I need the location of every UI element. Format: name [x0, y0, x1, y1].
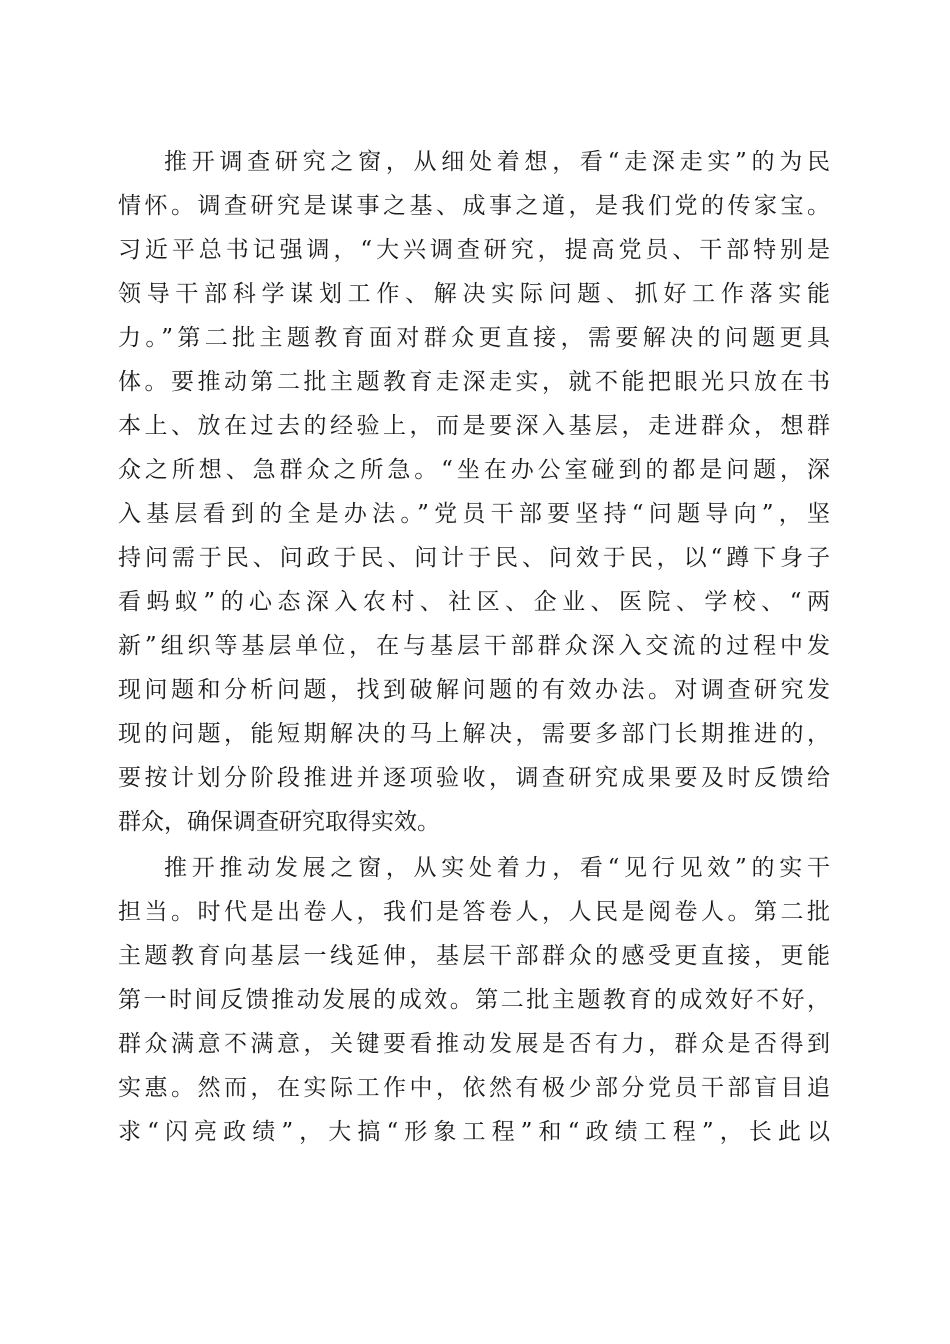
- paragraph-1-line-16: 群众，确保调查研究取得实效。: [118, 809, 440, 835]
- paragraph-1-line-6: 体。要推动第二批主题教育走深走实，就不能把眼光只放在书: [118, 369, 830, 395]
- paragraph-2-line-3: 主题教育向基层一线延伸，基层干部群众的感受更直接，更能: [118, 943, 830, 969]
- paragraph-1-line-5: 力。”第二批主题教育面对群众更直接，需要解决的问题更具: [118, 325, 830, 351]
- paragraph-2-line-2: 担当。时代是出卷人，我们是答卷人，人民是阅卷人。第二批: [118, 899, 830, 925]
- paragraph-1-line-8: 众之所想、急群众之所急。“坐在办公室碰到的都是问题，深: [118, 457, 830, 483]
- paragraph-1-line-2: 情怀。调查研究是谋事之基、成事之道，是我们党的传家宝。: [118, 193, 830, 219]
- paragraph-1-line-4: 领导干部科学谋划工作、解决实际问题、抓好工作落实能: [118, 281, 830, 307]
- paragraph-1-line-9: 入基层看到的全是办法。”党员干部要坚持“问题导向”，坚: [118, 501, 830, 527]
- paragraph-1-line-14: 现的问题，能短期解决的马上解决，需要多部门长期推进的，: [118, 721, 830, 747]
- paragraph-1-line-1: 推开调查研究之窗，从细处着想，看“走深走实”的为民: [164, 149, 830, 175]
- paragraph-1-line-15: 要按计划分阶段推进并逐项验收，调查研究成果要及时反馈给: [118, 765, 830, 791]
- paragraph-1-line-13: 现问题和分析问题，找到破解问题的有效办法。对调查研究发: [118, 677, 830, 703]
- paragraph-2-line-1: 推开推动发展之窗，从实处着力，看“见行见效”的实干: [164, 855, 830, 881]
- paragraph-1-line-12: 新”组织等基层单位，在与基层干部群众深入交流的过程中发: [118, 633, 830, 659]
- paragraph-1-line-7: 本上、放在过去的经验上，而是要深入基层，走进群众，想群: [118, 413, 830, 439]
- paragraph-1-line-10: 持问需于民、问政于民、问计于民、问效于民，以“蹲下身子: [118, 545, 830, 571]
- paragraph-1-line-11: 看蚂蚁”的心态深入农村、社区、企业、医院、学校、“两: [118, 589, 830, 615]
- paragraph-2-line-5: 群众满意不满意，关键要看推动发展是否有力，群众是否得到: [118, 1031, 830, 1057]
- paragraph-2-line-7: 求“闪亮政绩”，大搞“形象工程”和“政绩工程”，长此以: [118, 1119, 830, 1145]
- paragraph-2-line-6: 实惠。然而，在实际工作中，依然有极少部分党员干部盲目追: [118, 1075, 830, 1101]
- paragraph-1-line-3: 习近平总书记强调，“大兴调查研究，提高党员、干部特别是: [118, 237, 830, 263]
- paragraph-2-line-4: 第一时间反馈推动发展的成效。第二批主题教育的成效好不好，: [118, 987, 830, 1013]
